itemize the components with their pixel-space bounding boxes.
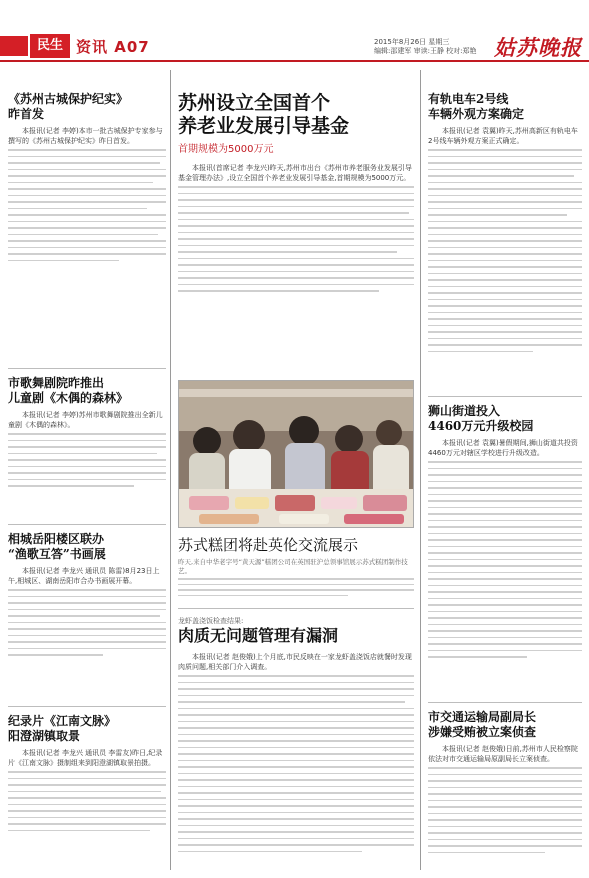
- section-divider: [428, 396, 582, 397]
- article-body: [428, 149, 582, 357]
- text-line: [178, 206, 414, 208]
- text-line: [8, 208, 147, 210]
- text-line: [428, 266, 582, 268]
- text-line: [8, 169, 166, 171]
- article-lead: 本报讯(记者 李婷)苏州市歌舞剧院推出全新儿童剧《木偶的森林》。: [8, 411, 163, 429]
- text-line: [8, 622, 166, 624]
- article-crayfish-inspection: [178, 616, 414, 857]
- text-line: [428, 591, 582, 593]
- text-line: [8, 641, 166, 643]
- text-line: [428, 240, 582, 242]
- text-line: [428, 162, 582, 164]
- text-line: [178, 290, 379, 292]
- article-title-line: 车辆外观方案确定: [428, 107, 525, 121]
- text-line: [8, 446, 166, 448]
- text-line: [178, 779, 414, 781]
- article-title-line: 相城岳阳楼区联办: [8, 532, 105, 546]
- article-title-line: “渔歌互答”书画展: [8, 547, 106, 561]
- section-divider: [8, 524, 166, 525]
- text-line: [428, 338, 582, 340]
- text-line: [428, 565, 582, 567]
- text-line: [178, 695, 414, 697]
- text-line: [178, 708, 414, 710]
- text-line: [8, 596, 166, 598]
- text-line: [428, 305, 582, 307]
- article-body: [8, 771, 166, 836]
- text-line: [428, 331, 582, 333]
- text-line: [428, 286, 582, 288]
- text-line: [8, 433, 166, 435]
- text-line: [8, 771, 166, 773]
- article-title-line: 4460万元升级校园: [428, 419, 534, 433]
- text-line: [428, 813, 582, 815]
- text-line: [428, 643, 582, 645]
- text-line: [428, 637, 582, 639]
- text-line: [178, 258, 414, 260]
- text-line: [428, 312, 582, 314]
- text-line: [8, 817, 166, 819]
- text-line: [428, 214, 567, 216]
- text-line: [428, 201, 582, 203]
- text-line: [178, 199, 414, 201]
- text-line: [8, 778, 166, 780]
- text-line: [428, 507, 582, 509]
- article-calligraphy-exhibition: [8, 532, 166, 661]
- text-line: [178, 284, 414, 286]
- text-line: [8, 466, 166, 468]
- text-line: [428, 533, 582, 535]
- article-title-line: 儿童剧《木偶的森林》: [8, 391, 129, 405]
- text-line: [178, 831, 414, 833]
- text-line: [8, 149, 166, 151]
- article-title-line: 阳澄湖镇取景: [8, 729, 81, 743]
- text-line: [428, 845, 582, 847]
- text-line: [428, 247, 582, 249]
- section-divider: [178, 608, 414, 609]
- text-line: [178, 193, 414, 195]
- text-line: [8, 635, 166, 637]
- article-shishan-schools: [428, 404, 582, 663]
- text-line: [428, 852, 545, 854]
- text-line: [428, 279, 582, 281]
- text-line: [428, 481, 582, 483]
- text-line: [8, 156, 166, 158]
- text-line: [428, 292, 582, 294]
- editor-line: 编辑:邵建军 审读:王静 校对:郑艳: [374, 47, 477, 55]
- text-line: [8, 609, 166, 611]
- article-lead: 本报讯(记者 赵俊娥)上个月底,市民反映在一家龙虾盖浇饭店就餐时发现肉质问题,相关部门介入调查。: [178, 653, 412, 671]
- text-line: [8, 479, 166, 481]
- text-line: [8, 175, 166, 177]
- text-line: [428, 175, 574, 177]
- text-line: [428, 188, 582, 190]
- text-line: [428, 234, 582, 236]
- text-line: [428, 325, 582, 327]
- text-line: [178, 766, 414, 768]
- text-line: [178, 818, 414, 820]
- article-title-line: 狮山街道投入: [428, 404, 501, 418]
- text-line: [178, 714, 414, 716]
- article-body: [178, 186, 414, 297]
- text-line: [428, 182, 582, 184]
- text-line: [428, 318, 582, 320]
- text-line: [428, 260, 582, 262]
- article-body: [8, 433, 166, 492]
- text-line: [428, 832, 582, 834]
- article-tram-line2: [428, 92, 582, 357]
- text-line: [428, 494, 582, 496]
- text-line: [428, 253, 582, 255]
- text-line: [178, 682, 414, 684]
- text-line: [8, 227, 166, 229]
- text-line: [428, 787, 582, 789]
- text-line: [8, 182, 153, 184]
- section-label: 民生: [30, 34, 70, 58]
- text-line: [428, 208, 582, 210]
- issue-date: 2015年8月26日 星期三: [374, 38, 450, 46]
- headline-line: 苏州设立全国首个: [178, 92, 331, 114]
- text-line: [8, 201, 166, 203]
- text-line: [8, 188, 166, 190]
- text-line: [428, 819, 582, 821]
- text-line: [428, 611, 582, 613]
- text-line: [8, 628, 166, 630]
- text-line: [428, 539, 582, 541]
- article-title-line: 昨首发: [8, 107, 45, 121]
- text-line: [428, 552, 582, 554]
- text-line: [178, 212, 409, 214]
- text-line: [428, 806, 582, 808]
- text-line: [8, 162, 160, 164]
- section-divider: [428, 702, 582, 703]
- article-bribery-investigation: [428, 710, 582, 858]
- article-lead: 本报讯(记者 李婷)本市一批古城保护专家参与撰写的《苏州古城保护纪实》昨日首发。: [8, 127, 163, 145]
- text-line: [428, 800, 582, 802]
- text-line: [8, 830, 150, 832]
- text-line: [178, 844, 414, 846]
- text-line: [428, 604, 582, 606]
- text-line: [178, 271, 414, 273]
- text-line: [428, 520, 582, 522]
- text-line: [178, 277, 414, 279]
- article-lead: 本报讯(首席记者 李龙兴)昨天,苏州市出台《苏州市养老服务业发展引导基金管理办法》,设立全国首个养老业发展引导基金,首期规模为5000万元。: [178, 164, 412, 182]
- text-line: [428, 826, 582, 828]
- article-ancient-city-book: [8, 92, 166, 266]
- text-line: [8, 260, 119, 262]
- text-line: [8, 440, 166, 442]
- text-line: [8, 823, 166, 825]
- text-line: [178, 825, 414, 827]
- article-title-line: 有轨电车2号线: [428, 92, 509, 106]
- text-line: [428, 656, 527, 658]
- article-elderly-care-fund: [178, 92, 414, 297]
- text-line: [428, 767, 582, 769]
- text-line: [428, 461, 582, 463]
- text-line: [178, 760, 414, 762]
- article-title-line: 《苏州古城保护纪实》: [8, 92, 129, 106]
- photo-illustration: [179, 381, 414, 528]
- text-line: [178, 799, 414, 801]
- text-line: [428, 513, 582, 515]
- text-line: [428, 559, 582, 561]
- text-line: [428, 156, 582, 158]
- text-line: [8, 485, 134, 487]
- text-line: [178, 595, 348, 597]
- text-line: [8, 240, 166, 242]
- text-line: [178, 721, 414, 723]
- text-line: [8, 459, 166, 461]
- text-line: [8, 253, 166, 255]
- text-line: [178, 786, 414, 788]
- text-line: [428, 351, 533, 353]
- text-line: [428, 617, 582, 619]
- text-line: [178, 740, 414, 742]
- header-accent-block: [0, 36, 28, 56]
- text-line: [428, 526, 582, 528]
- text-line: [428, 630, 582, 632]
- text-line: [178, 773, 414, 775]
- text-line: [178, 734, 414, 736]
- article-documentary-filming: [8, 714, 166, 836]
- headline-line: 养老业发展引导基金: [178, 115, 350, 137]
- article-childrens-play: [8, 376, 166, 492]
- text-line: [428, 195, 582, 197]
- headline-subtitle: 首期规模为5000万元: [178, 144, 274, 155]
- text-line: [428, 774, 582, 776]
- header-rule: [0, 60, 589, 62]
- article-lead: 本报讯(记者 李龙兴 通讯员 李雷友)昨日,纪录片《江南文脉》摄制组来到阳澄湖镇取景拍摄。: [8, 749, 163, 767]
- text-line: [178, 225, 414, 227]
- text-line: [428, 500, 582, 502]
- text-line: [178, 805, 414, 807]
- text-line: [8, 247, 166, 249]
- photo-caption: 昨天,来自中华老字号“黄天源”糕团公司在英国驻沪总领事馆展示苏式糕团制作技艺。: [178, 558, 408, 575]
- section-divider: [8, 706, 166, 707]
- column-divider-left: [170, 70, 171, 870]
- article-body: [428, 461, 582, 663]
- article-lead: 本报讯(记者 李龙兴 通讯员 陈雷)8月23日上午,相城区、湖南岳阳市合办书画展开幕。: [8, 567, 160, 585]
- text-line: [8, 472, 166, 474]
- text-line: [8, 234, 158, 236]
- text-line: [178, 747, 414, 749]
- text-line: [8, 602, 166, 604]
- text-line: [8, 453, 157, 455]
- text-line: [428, 624, 582, 626]
- text-line: [428, 468, 582, 470]
- text-line: [178, 688, 414, 690]
- text-line: [428, 169, 582, 171]
- text-line: [428, 793, 582, 795]
- text-line: [8, 648, 166, 650]
- text-line: [178, 264, 414, 266]
- text-line: [428, 585, 582, 587]
- article-title-line: 涉嫌受贿被立案侦查: [428, 725, 537, 739]
- text-line: [178, 851, 362, 853]
- text-line: [178, 245, 414, 247]
- text-line: [428, 474, 582, 476]
- text-line: [8, 804, 166, 806]
- text-line: [178, 727, 414, 729]
- text-line: [428, 650, 582, 652]
- text-line: [428, 273, 582, 275]
- article-body: [8, 589, 166, 661]
- article-lead: 本报讯(记者 袁翼)暑假期间,狮山街道共投资4460万元对辖区学校进行升级改造。: [428, 439, 578, 457]
- newspaper-logo: 姑苏晚报: [494, 35, 582, 60]
- text-line: [178, 675, 414, 677]
- article-lead: 本报讯(记者 袁翼)昨天,苏州高新区有轨电车2号线车辆外观方案正式确定。: [428, 127, 578, 145]
- issue-meta: [374, 38, 492, 56]
- article-title-line: 市歌舞剧院昨推出: [8, 376, 105, 390]
- section-divider: [8, 368, 166, 369]
- text-line: [178, 701, 405, 703]
- text-line: [178, 584, 414, 586]
- text-line: [178, 186, 414, 188]
- text-line: [178, 589, 414, 591]
- article-body: [8, 149, 166, 266]
- text-line: [8, 797, 166, 799]
- text-line: [8, 221, 166, 223]
- article-lead: 本报讯(记者 赵俊娥)日前,苏州市人民检察院依法对市交通运输局原副局长立案侦查。: [428, 745, 578, 763]
- text-line: [178, 812, 414, 814]
- article-body: [428, 767, 582, 858]
- text-line: [8, 810, 166, 812]
- text-line: [8, 791, 161, 793]
- text-line: [428, 344, 582, 346]
- article-title-line: 市交通运输局副局长: [428, 710, 537, 724]
- text-line: [8, 195, 166, 197]
- text-line: [428, 487, 582, 489]
- article-body: [178, 675, 414, 857]
- text-line: [428, 839, 582, 841]
- text-line: [178, 753, 414, 755]
- text-line: [8, 615, 160, 617]
- photo-caption-extra: [178, 578, 414, 600]
- text-line: [178, 238, 414, 240]
- text-line: [428, 546, 582, 548]
- text-line: [428, 149, 582, 151]
- text-line: [178, 792, 414, 794]
- text-line: [428, 572, 582, 574]
- photo-headline: 苏式糕团将赴英伦交流展示: [178, 536, 359, 554]
- text-line: [428, 221, 582, 223]
- text-line: [428, 780, 582, 782]
- text-line: [178, 232, 414, 234]
- text-line: [8, 589, 166, 591]
- column-divider-right: [420, 70, 421, 870]
- text-line: [178, 251, 397, 253]
- text-line: [428, 227, 582, 229]
- text-line: [8, 654, 103, 656]
- text-line: [8, 214, 166, 216]
- article-kicker: 龙虾盖浇饭检查结果:: [178, 617, 244, 625]
- news-photo-pastry-demo: [178, 380, 414, 528]
- text-line: [178, 838, 414, 840]
- article-headline: 肉质无问题管理有漏洞: [178, 626, 339, 645]
- text-line: [428, 578, 582, 580]
- text-line: [178, 219, 414, 221]
- article-title-line: 纪录片《江南文脉》: [8, 714, 117, 728]
- text-line: [8, 784, 166, 786]
- text-line: [428, 598, 582, 600]
- page-label: 资讯 A07: [76, 38, 150, 56]
- text-line: [428, 299, 582, 301]
- text-line: [178, 578, 414, 580]
